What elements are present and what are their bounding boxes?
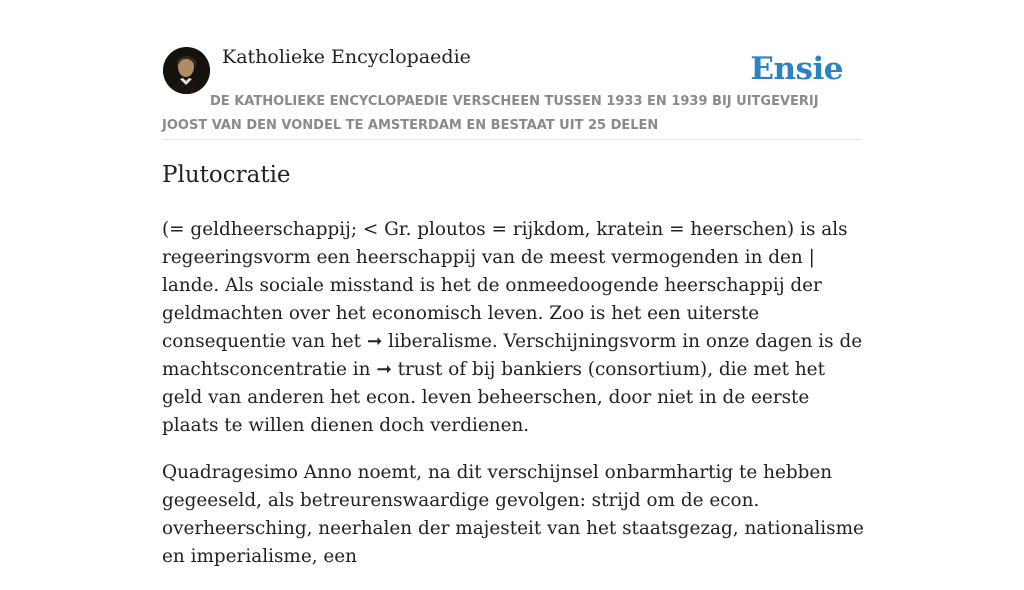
portrait-image bbox=[163, 47, 210, 94]
portrait-avatar-icon[interactable] bbox=[163, 47, 210, 94]
article-title: Plutocratie bbox=[162, 162, 291, 188]
header-divider bbox=[162, 139, 862, 140]
article-body bbox=[162, 216, 868, 590]
ensie-logo-link[interactable]: Ensie bbox=[750, 51, 843, 87]
site-subtitle: DE KATHOLIEKE ENCYCLOPAEDIE VERSCHEEN TUSSEN 1933 EN 1939 BIJ UITGEVERIJ JOOST VAN DEN VONDEL TE AMSTERDAM EN BESTAAT UIT 25 DELEN bbox=[162, 94, 819, 133]
site-name[interactable]: Katholieke Encyclopaedie bbox=[222, 46, 471, 68]
article-paragraph-1: (= geldheerschappij; < Gr. ploutos = rijkdom, kratein = heerschen) is als regeeringsvorm een heerschappij van de meest vermogenden in den | lande. Als sociale misstand is het de onmeedoogende heerschappij der geldmachten over het economisch leven. Zoo is het een uiterste consequentie van het ➞ liberalisme. Verschijningsvorm in onze dagen is de machtsconcentratie in ➞ trust of bij bankiers (consortium), die met het geld van anderen het econ. leven beheerschen, door niet in de eerste plaats te willen dienen doch verdienen. bbox=[162, 219, 863, 436]
article-paragraph-2: Quadragesimo Anno noemt, na dit verschijnsel onbarmhartig te hebben gegeeseld, als betreurenswaardige gevolgen: strijd om de econ. overheersching, neerhalen der majesteit van het staatsgezag, nationalisme en imperialisme, een bbox=[162, 462, 864, 567]
